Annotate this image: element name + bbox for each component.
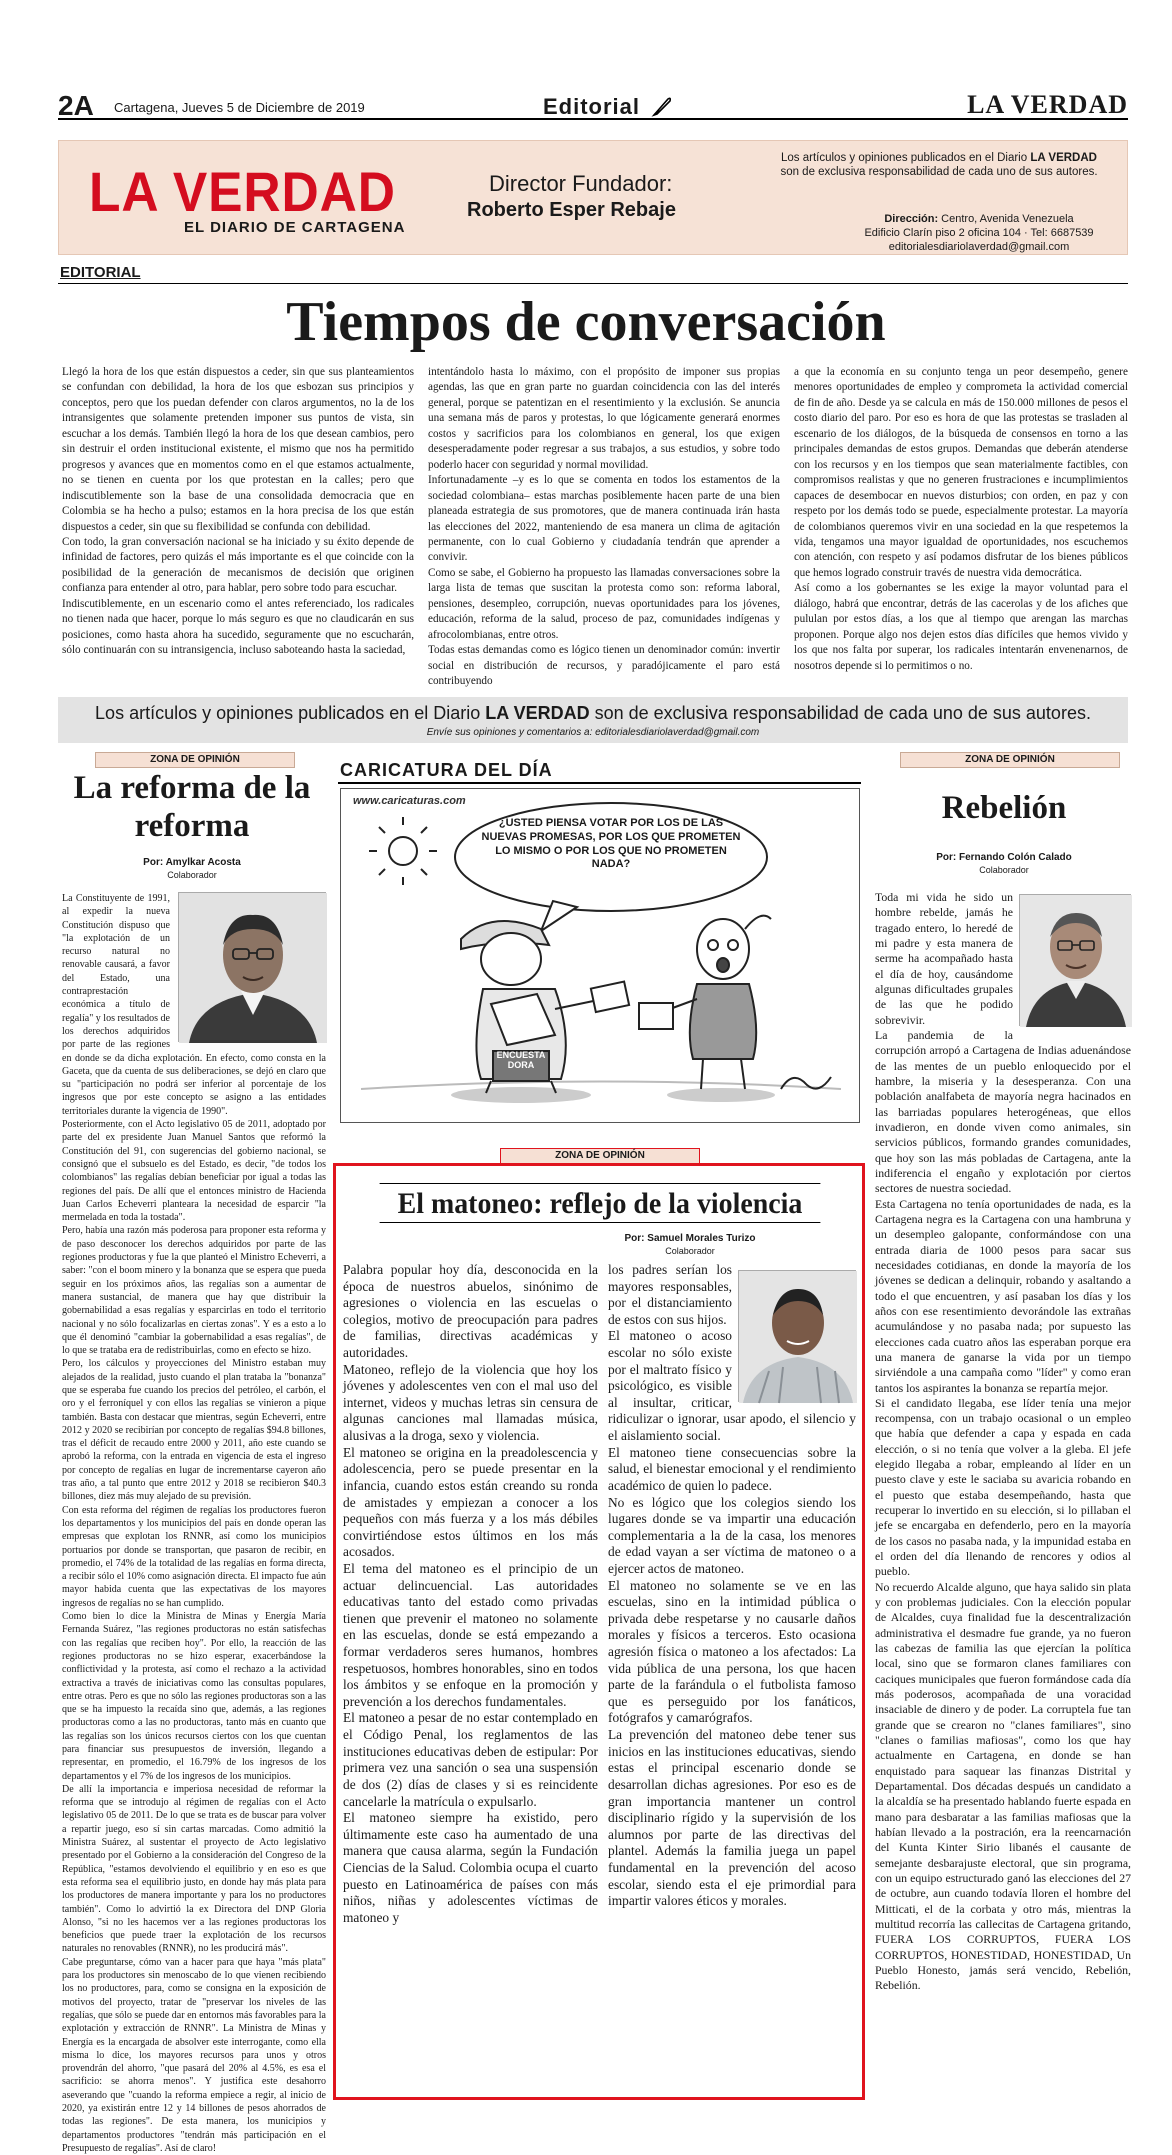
article-paragraph: Posteriormente, con el Acto legislativo 05 de 2011, adoptado por parte del ex presidente Juan Manuel Santos que reformó la Constitución del 91, con sugerencias del gobierno nacional, se consignó que el subsuelo es del Estado, es decir, "de todos los colombianos" las regalías debían beneficiar por igual a todas las regiones del país. De allí que el entonces ministro de Hacienda Juan Carlos Echeverri planteara la necesidad de esparcir "la mermelada en toda la tostada". bbox=[62, 1119, 326, 1224]
article-paragraph: Con esta reforma del régimen de regalías los productores fueron los departamentos y los municipios del país en donde operan las empresas que explotan los RNNR, así como los municipios portuarios por donde se transportan, que pasaron de recibir, en promedio, el 74% de la totalidad de las regalías en forma directa, a recibir sólo el 10% como asignación directa. El impacto fue aún mayor habida cuenta que las expectativas de los mayores ingresos de regalías no se han cumplido. bbox=[62, 1504, 326, 1609]
article-paragraph: Cabe preguntarse, cómo van a hacer para que haya "más plata" para los productores sin menoscabo de lo que vienen recibiendo los no productores, para, como se consigna en la exposición de motivos del proyecto, tratar de "preservar los niveles de las regalías, que sólo se puede dar en entornos más favorables para la explotación y extracción de RNNR". La Ministra de Minas y Energía es la encargada de absolver este interrogante, como ella misma lo dice, los mayores recursos para unos y otros provendrán del ahorro, "que pasará del 20% al 4.5%, es esa el sacrificio: se ahorra menos". Y justifica este desahorro aseverando que "cuando la reforma empiece a regir, al inicio de 2020, ya existirán entre 12 y 14 billones de pesos ahorrados de todas las regiones". De esta manera, los municipios y departamentos productores "tendrán más participación en el Presupuesto de regalías". Así de claro! bbox=[62, 1956, 326, 2154]
editorial-paragraph: a que la economía en su conjunto tenga un peor desempeño, genere menores oportunidades de empleo y comprometa la actividad comercial de fin de año. Desde ya se calcula en más de 150.000 millones de pesos el costo diario del paro. Por eso es hora de que las protestas se trasladen al escenario de los diálogos, de la búsqueda de consensos en torno a las principales demandas de estos grupos. Demandas que deberán atenderse con los recursos y en los tiempos que sean materialmente factibles, con compromisos realistas y que no generen frustraciones e incumplimientos capaces de desembocar en nuevos disturbios; con orden, en paz y con respeto por los demás todo se puede, especialmente protestar. La mayoría de colombianos queremos vivir en una sociedad en la que respetemos la vida, tengamos una mayor igualdad de oportunidades, nos escuchemos con atención, con respeto y así podamos disfrutar de los bienes públicos que hemos logrado construir través de nuestra vida democrática. bbox=[794, 366, 1128, 579]
disclaimer-banner bbox=[58, 697, 1128, 743]
page-number: 2A bbox=[58, 90, 94, 121]
editorial-paragraph: Infortunadamente –y es lo que se comenta en todos los estamentos de la sociedad colombiana– estas marchas posiblemente hacen parte de una bien planeada estrategia de sus promotores, que de manera continuada irán hasta las elecciones del 2022, manteniendo de esa manera un clima de agitación permanente, con lo cual Gobierno y ciudadanía tendrán que aprender a convivir. bbox=[428, 474, 780, 564]
article-byline: Por: Fernando Colón Calado bbox=[936, 852, 1072, 863]
masthead-email[interactable]: editorialesdiariolaverdad@gmail.com bbox=[888, 240, 1070, 253]
article-paragraph: El matoneo tiene consecuencias sobre la salud, el bienestar emocional y el rendimiento académico de quien lo padece. bbox=[608, 1444, 856, 1493]
editorial-paragraph: Así como a los gobernantes se les exige la mayor voluntad para el diálogo, habrá que encontrar, detrás de las cacerolas y de los afiches que pululan por estos días, a los que al tiempo que arengan las marchas proponen. Porque algo nos dejen estos días difíciles que hemos vivido y los que nos falta por superar, los radicales intentarán envenenarnos, de nosotros depende si lo permitimos o no. bbox=[794, 582, 1128, 672]
caricature-title: CARICATURA DEL DÍA bbox=[340, 760, 553, 780]
editorial-paragraph: Con todo, la gran conversación nacional se ha iniciado y su éxito depende de infinidad de factores, pero quizás el más importante es el que coincide con la posibilidad de la generación de mecanismos de decisión que originen confianza para entender al otro, para hablar, pero sobre todo para escuchar. bbox=[62, 535, 414, 595]
caricature-divider bbox=[338, 782, 861, 784]
caricature-url: www.caricaturas.com bbox=[353, 795, 466, 807]
top-bar bbox=[58, 90, 1128, 120]
article-paragraph: No es lógico que los colegios siendo los lugares donde se va impartir una educación complementaria a la de la casa, los menores de edad vayan a ser víctima de matoneo o a ejercer actos de matoneo. bbox=[608, 1494, 856, 1576]
editorial-column-1 bbox=[62, 365, 414, 659]
editorial-column-3 bbox=[794, 365, 1128, 674]
article-paragraph: Pero, había una razón más poderosa para proponer esta reforma y de paso desconocer los derechos adquiridos por parte de las regiones productoras y fue la que planteó el Ministro Echeverri, a saber: "con el boom minero y la bonanza que se espera que pueda seguir en los próximos años, las regalías son a aumentar de manera sustancial, de manera que hay que distribuir la gobernabilidad a esas regalías y esparcirlas en todo el territorio nacional y no sólo focalizarlas en ciertas zonas". Y es a esto a lo que él denominó "cambiar la gobernabilidad a esas regalías", de lo que se trataba era de redistribuirlas, como en efecto se hizo. bbox=[62, 1225, 326, 1357]
article-paragraph: Como bien lo dice la Ministra de Minas y Energía María Fernanda Suárez, "las regiones productoras no están satisfechas con las regalías que reciben hoy". Por ello, la reacción de las regiones productoras no se hizo esperar, exacerbándose la conflictividad y la protesta, así como el rechazo a la actividad extractiva a través de iniciativas como las consultas populares, entre otras. Pero es que no sólo las regiones productoras son a las que se ha impuesto la recaída sino que, además, a las regiones productoras como a las no productoras, tanto más en cuanto que las regalías son los únicos recursos ciertos con los que cuentan para financiar sus presupuestos de inversión, llegando a representar, en promedio, el 16.79% de los ingresos de los departamentos y el 7% de los ingresos de los municipios. bbox=[62, 1611, 326, 1782]
author-photo bbox=[738, 1270, 856, 1402]
article-paragraph: Pero, los cálculos y proyecciones del Ministro estaban muy alejados de la realidad, justo cuando el plan trataba la "bonanza" que se esperaba fue cuando los precios del petróleo, el carbón, el oro y el ferroníquel y con ellos las regalías se vinieron a pique también. Basta con destacar que mientras, según Echeverri, entre 2012 y 2020 se recibirían por concepto de regalías $94.8 billones, tras el déficit de recaudo entre 2000 y 2011, año este cuando se aprobó la reforma, con la entrada en vigencia de esta el ingreso por concepto de regalías en lugar de incrementarse cayeron año tras año, a tal punto que entre 2012 y 2018 se recibieron $40.3 billones, diez más muy alejado de su previsión. bbox=[62, 1358, 326, 1503]
article-paragraph: Toda mi vida he sido un hombre rebelde, jamás he tragado entero, lo heredé de mi padre y esta manera de serme ha acompañado hasta el día de hoy, causándome algunas dificultades grupales de las que he podido sobrevivir. bbox=[875, 890, 1013, 1027]
quill-icon bbox=[651, 95, 673, 117]
dateline: Cartagena, Jueves 5 de Diciembre de 2019 bbox=[114, 100, 365, 115]
banner-contact: Envíe sus opiniones y comentarios a: editorialesdiariolaverdad@gmail.com bbox=[426, 727, 760, 738]
article-paragraph: El matoneo a pesar de no estar contemplado en el Código Penal, los reglamentos de las instituciones educativas deben de estipular: Por primera vez una sanción o sea una suspensión de dos (2) días de clases y si es reincidente cancelarle la matrícula o expulsarlo. bbox=[343, 1710, 598, 1809]
article-title: La reforma de la reforma bbox=[73, 770, 311, 844]
article-body bbox=[875, 890, 1131, 2090]
sign-line-2: DORA bbox=[507, 1059, 535, 1070]
article-paragraph: El matoneo no solamente se ve en las escuelas, sino en la intimidad pública o privada debe respetarse y no causarle daños morales y físicos a terceros. Esto ocasiona agresión física o matoneo a los afectados: La vida pública de una persona, los que hacen parte de la farándula o el futbolista famoso que es perseguido por los fanáticos, fotógrafos y camarógrafos. bbox=[608, 1577, 856, 1726]
article-paragraph: Matoneo, reflejo de la violencia que hoy los jóvenes y adolescentes ven con el mal uso del internet, videos y muchas letras sin censura de algunas canciones mal llamadas música, alusivas a la droga, sexo y violencia. bbox=[343, 1361, 598, 1444]
article-paragraph: los padres serían los mayores responsables, por el distanciamiento de estos con sus hijos. bbox=[608, 1262, 732, 1327]
article-byline-role: Colaborador bbox=[167, 870, 217, 880]
masthead-disclaimer bbox=[779, 151, 1099, 180]
disclaimer-brand: LA VERDAD bbox=[1030, 152, 1097, 164]
banner-brand: LA VERDAD bbox=[485, 703, 590, 723]
director-role: Director Fundador: bbox=[489, 171, 673, 196]
article-byline-role: Colaborador bbox=[979, 865, 1029, 875]
article-title: Rebelión bbox=[941, 790, 1067, 826]
article-paragraph: El matoneo o acoso escolar no sólo existe por el maltrato físico y psicológico, es visible al insultar, criticar, ridiculizar o ignorar, usar apodo, el silencio y el aislamiento social. bbox=[608, 1328, 856, 1444]
article-byline: Por: Amylkar Acosta bbox=[143, 857, 241, 868]
editorial-title: Tiempos de conversación bbox=[286, 291, 886, 353]
article-paragraph: La pandemia de la corrupción arropó a Cartagena de Indias aduenándose de las mentes de un pueblo enloquecido por el hambre, la miseria y la desesperanza. Con una población analfabeta de mayoría negra hacinados en las barriadas populares heterogéneas, que ellos invadieron, en donde viven como animales, sin servicios públicos, formando grandes comunidades, que hoy son las más pobladas de Cartagena, ante la indiferencia el engaño y explotación por ciertos sectores de nuestra sociedad. bbox=[875, 1027, 1131, 1196]
sun-icon bbox=[369, 817, 437, 885]
banner-part-c: son de exclusiva responsabilidad de cada uno de sus autores. bbox=[589, 703, 1091, 723]
article-paragraph: El tema del matoneo es el principio de un actuar delincuencial. Las autoridades educativas tanto del estado como privadas tienen que prevenir el matoneo no solamente en las escuelas, donde se está empezando a formar verdaderos seres humanos, hombres respetuosos, hombres honorables, sino en todos los ámbitos y se enfoque en la promoción y prevención a los derechos fundamentales. bbox=[343, 1560, 598, 1709]
disclaimer-part-c: son de exclusiva responsabilidad de cada uno de sus autores. bbox=[780, 166, 1098, 179]
banner-text bbox=[58, 703, 1128, 724]
article-paragraph: El matoneo siempre ha existido, pero últimamente este caso ha aumentado de una manera que causa alarma, según la Fundación Ciencias de la Salud. Colombia ocupa el cuarto puesto en Latinoamérica de países con más niños, niñas y adolescentes víctimas de matoneo y bbox=[343, 1810, 598, 1925]
article-column-2 bbox=[608, 1262, 856, 2090]
section-name bbox=[543, 94, 673, 120]
editorial-label: EDITORIAL bbox=[60, 264, 141, 281]
caricature-sign bbox=[493, 1051, 549, 1071]
article-body bbox=[62, 892, 326, 2154]
sign-line-1: ENCUESTA bbox=[496, 1050, 546, 1060]
disclaimer-part-a: Los artículos y opiniones publicados en el Diario bbox=[781, 152, 1031, 164]
author-photo bbox=[1019, 894, 1131, 1026]
address-label: Dirección: bbox=[884, 213, 939, 225]
article-paragraph: El matoneo se origina en la preadolescencia y adolescencia, pero se puede presentar en la infancia, cuando estos están creando su ronda de amistades y empiezan a conocer a los pequeños con más fuerza y a los más débiles convirtiéndose estos últimos en los más acosados. bbox=[343, 1444, 598, 1560]
article-paragraph: Palabra popular hoy día, desconocida en la época de nuestros abuelos, sinónimo de agresiones o violencia en las escuelas o colegios, motivo de preocupación para padres de familias, directivas académicas y autoridades. bbox=[343, 1262, 598, 1361]
editorial-divider bbox=[58, 283, 1128, 284]
brand-name: LA VERDAD bbox=[967, 90, 1128, 119]
editorial-paragraph: Indiscutiblemente, en un escenario como el antes referenciado, los radicales no tienen nada que hacer, porque lo más seguro es que no claudicarán en sus posiciones, como hasta ahora ha sucedido, seguramente que no escucharán, sólo continuarán con su intransigencia, incluso saboteando hasta la saciedad, bbox=[62, 597, 414, 657]
article-paragraph: La Constituyente de 1991, al expedir la nueva Constitución dispuso que "la explotación de un recurso natural no renovable causará, a favor del Estado, una contraprestación económica a título de regalía" y los resultados de los derechos adquiridos por parte de las regiones en donde se da dicha explotación. En efecto, como consta en la Gaceta, que da cuenta de sus deliberaciones, se dejó en claro que su "participación no podrá ser inferior al porcentaje de los ingresos que por este concepto se asigno a las entidades territoriales durante la vigencia de 1990". bbox=[62, 893, 326, 1117]
newspaper-tagline: EL DIARIO DE CARTAGENA bbox=[184, 219, 406, 236]
article-byline: Por: Samuel Morales Turizo bbox=[624, 1233, 756, 1244]
author-photo bbox=[178, 892, 326, 1042]
caricature-image bbox=[340, 788, 860, 1123]
article-paragraph: Esta Cartagena no tenía oportunidades de nada, es la Cartagena negra es la Cartagena con una hambruna y un desempleo galopante, conformándose con una entrada diaria de 1000 pesos para sacar sus necesidades cotidianas, en donde la mayoría de los jóvenes se dedican a delinquir, robando y asaltando a todo el que encuentren, y así pasaban los días y los años con ese resentimiento devorándole las extrañas acumulándose y no pasaba nada; por supuesto las elecciones cada cuatro años las esperaban porque era una manera de ganarse la vida por un tiempo sirviéndole a una campaña como "líder" y como eran tantos los aspirantes la bonanza se repartía mejor. bbox=[875, 1196, 1131, 1395]
article-paragraph: La prevención del matoneo debe tener sus inicios en las instituciones educativas, siendo estas el principal escenario donde se desarrollan dichas agresiones. Por eso es de gran importancia mantener un control disciplinario rígido y la supervisión de los alumnos por parte de las directivas del plantel. Además la familia juega un papel fundamental en la prevención del acoso escolar, siendo esta el eje primordial para impartir valores éticos y morales. bbox=[608, 1727, 856, 1909]
editorial-paragraph: Como se sabe, el Gobierno ha propuesto las llamadas conversaciones sobre la larga lista de temas que suscitan la protesta como son: reforma laboral, pensiones, desempleo, corrupción, nuevas oportunidades para los jóvenes, educación, reforma de la salud, proceso de paz, comunidades indígenas y afrocolombianas, entre otros. bbox=[428, 566, 780, 641]
article-paragraph: Si el candidato llegaba, ese líder tenía una mejor recompensa, con un trabajo ocasional o un empleo que había que defender a capa y espada en cada elección, o si no tenía que volver a la gleba. El jefe elegido llegaba a robar, empleando al líder en un puesto clave y este le saciaba su avaricia robando en el puesto que estaba desempeñando, hasta que recuperar lo invertido en su elección, si lo pillaban el jefe se encargaba en defenderlo, pero en la mayoría de los casos no pasaba nada, y la impunidad estaba en el orden del día llenando de rencores y odios al pueblo. bbox=[875, 1395, 1131, 1579]
director-name: Roberto Esper Rebaje bbox=[467, 199, 676, 221]
masthead bbox=[58, 140, 1128, 255]
article-paragraph: De allí la importancia e imperiosa necesidad de reformar la reforma que se introdujo al régimen de regalías con el Acto legislativo 05 de 2011. De lo que se trata es de buscar para volver a repartir juego, eso sí sin cartas marcadas. Como admitió la Ministra Suárez, al sustentar el proyecto de Acto legislativo presentado por el Gobierno a la consideración del Congreso de la República, "estamos devolviendo el equilibrio y en eso es que esta reforma sea el equilibrio justo, en donde hay más plata para los productores de manera importante y para los no productores también". Como lo advirtió la ex Directora del DNP Gloria Alonso, "si no les hacemos ver a las regiones productoras los beneficios que puede traer la explotación de los recursos naturales no renovables (RNNR), no les producirá más". bbox=[62, 1783, 326, 1955]
caricature-speech-bubble: ¿USTED PIENSA VOTAR POR LOS DE LAS NUEVAS PROMESAS, POR LOS QUE PROMETEN LO MISMO O POR LOS QUE NO PROMETEN NADA? bbox=[481, 817, 741, 871]
zona-opinion-badge: ZONA DE OPINIÓN bbox=[500, 1148, 700, 1164]
section-label: Editorial bbox=[543, 94, 641, 119]
article-paragraph: No recuerdo Alcalde alguno, que haya salido sin plata y con problemas judiciales. Con la elección popular de Alcaldes, cuya finalidad fue la descentralización administrativa el desmadre fue grande, ya no fueron las cabezas de familia las que ejercían la política local, sino que se formaron clanes familiares con caciques municipales que fueron formándose cada día más poderosos, acompañada de una voracidad insaciable de dinero y de poder. La corruptela fue tan grande que se crearon no "clanes familiares", sino "clanes o familias mafiosas", como los que hay actualmente en Cartagena, en donde se han enquistado para saquear las finanzas Distrital y Departamental. Dos décadas después un candidato a la alcaldía se ha presentado hablando fuerte espada en mano para desbaratar a las familias mafiosas que la habían llevado a la postración, era la reencarnación del Kunta Kinter Sirio libanés el causante de semejante desbarajuste electoral, que sin programa, con un equipo estructurado ganó las elecciones del 27 de octubre, aun cuando todavía lloren el hombre del Mitticati, el de la corbata y otro más, mientras la multitud recorría las callecitas de Cartagena gritando, FUERA LOS CORRUPTOS, FUERA LOS CORRUPTOS, HONESTIDAD, HONESTIDAD, Un Pueblo Honesto, jamás será vencido, Rebelión, Rebelión. bbox=[875, 1579, 1131, 1993]
masthead-address bbox=[839, 213, 1119, 254]
editorial-paragraph: Llegó la hora de los que están dispuestos a ceder, sin que sus planteamientos se confundan con debilidad, la hora de los que esbozan sus principios y conceptos, pero que los puedan defender con claros argumentos, no la de los intransigentes que solamente pretenden imponer sus puntos de vista, sin escuchar a los demás. También llegó la hora de los que desean cambios, pero sin destruir el orden institucional existente, el mismo que nos ha permitido progresos y avances que en momentos como en el que estamos actualmente, no se tienen en cuenta por los que protestan en la calles; pero que indiscutiblemente son la base de una consolidada democracia que en Colombia se ha hecho a pulso; estamos en la hora precisa de los que están dispuestos a ceder, sin que su flexibilidad se confunda con debilidad. bbox=[62, 366, 414, 533]
editorial-paragraph: Todas estas demandas como es lógico tienen un denominador común: invertir social en distribución de recursos, y paradójicamente el paro está contribuyendo bbox=[428, 644, 780, 688]
article-byline-role: Colaborador bbox=[665, 1246, 715, 1256]
zona-opinion-badge: ZONA DE OPINIÓN bbox=[95, 752, 295, 768]
article-column-1 bbox=[343, 1262, 598, 2090]
zona-opinion-badge: ZONA DE OPINIÓN bbox=[900, 752, 1120, 768]
editorial-column-2 bbox=[428, 365, 780, 690]
newspaper-logo: LA VERDAD bbox=[89, 160, 396, 223]
address-line2: Edificio Clarín piso 2 oficina 104 · Tel: 6687539 bbox=[864, 226, 1094, 239]
banner-part-a: Los artículos y opiniones publicados en el Diario bbox=[95, 703, 486, 723]
address-line1: Centro, Avenida Venezuela bbox=[938, 213, 1074, 225]
editorial-paragraph: intentándolo hasta lo máximo, con el propósito de imponer sus propias agendas, las que en gran parte no guardan coincidencia con las del interés general, porque se patentizan en el resentimiento y la exclusión. Se anuncia una semana más de paros y protestas, lo que lógicamente generará enormes costos y sacrificios para los colombianos en general, los que exigen desesperadamente poder regresar a sus trabajos, a sus estudios, y sobre todo poderlo hacer con seguridad y normal movilidad. bbox=[428, 366, 780, 471]
article-title: El matoneo: reflejo de la violencia bbox=[380, 1183, 821, 1223]
